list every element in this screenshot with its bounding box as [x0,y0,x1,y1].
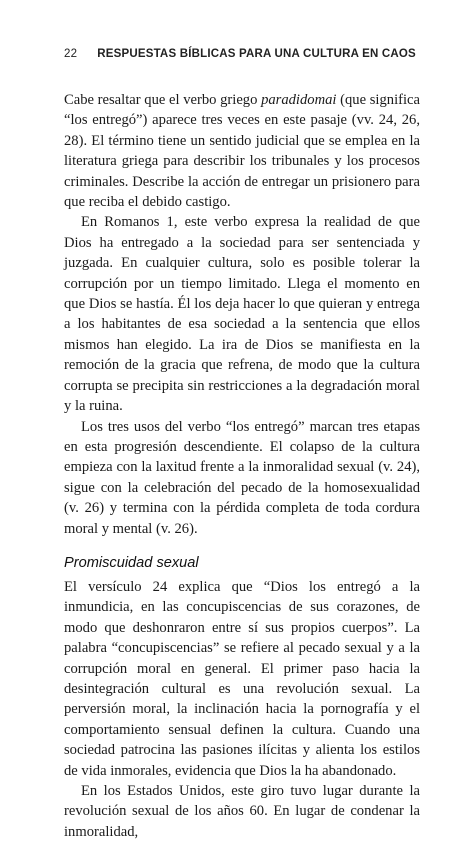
paragraph: El versículo 24 explica que “Dios los entregó a la inmundicia, en las concupiscencias de sus corazones, de modo que deshonraron entre sí sus propios cuerpos”. La palabra “concupiscencias” se refiere al pecado sexual y a la corrupción moral en general. El primer paso hacia la desintegración cultural es una revolución sexual. La perversión moral, la inclinación hacia la pornografía y el comportamiento sensual definen la cultura. Cuando una sociedad patrocina las pasiones ilícitas y alienta los estilos de vida inmorales, evidencia que Dios la ha abandonado. [64,578,420,779]
section-heading: Promiscuidad sexual [64,554,199,571]
paragraph: En los Estados Unidos, este giro tuvo lugar durante la revolución sexual de los años 60. En lugar de condenar la inmoralidad, [64,783,420,840]
running-header [64,48,432,60]
italic-term: paradidomai [261,92,337,108]
page-body [64,90,420,842]
running-title: RESPUESTAS BÍBLICAS PARA UNA CULTURA EN CAOS [97,48,416,60]
paragraph [64,90,420,212]
paragraph: En Romanos 1, este verbo expresa la realidad de que Dios ha entregado a la sociedad para ser sentenciada y juzgada. En cualquier cultura, solo es posible tolerar la corrupción por un tiempo limitado. Llega el momento en que Dios se hastía. Él los deja hacer lo que quieran y entrega a los habitantes de esa sociedad a la sentencia que ellos mismos han elegido. La ira de Dios se manifiesta en la remoción de la gracia que refrena, de modo que la cultura corrupta se precipita sin restricciones a la degradación moral y la ruina. [64,214,420,415]
page-number: 22 [64,48,78,60]
paragraph-text: Cabe resaltar que el verbo griego [64,92,262,108]
paragraph-text: (que significa “los entregó”) aparece tres veces en este pasaje (vv. 24, 26, 28). El término tiene un sentido judicial que se emplea en la literatura griega para describir los tribunales y los procesos criminales. Describe la acción de entregar un prisionero para que reciba el debido castigo. [64,92,420,211]
paragraph: Los tres usos del verbo “los entregó” marcan tres etapas en esta progresión descendiente. El colapso de la cultura empieza con la laxitud frente a la inmoralidad sexual (v. 24), sigue con la celebración del pecado de la homosexualidad (v. 26) y termina con la pérdida completa de toda cordura moral y mental (v. 26). [64,418,420,537]
